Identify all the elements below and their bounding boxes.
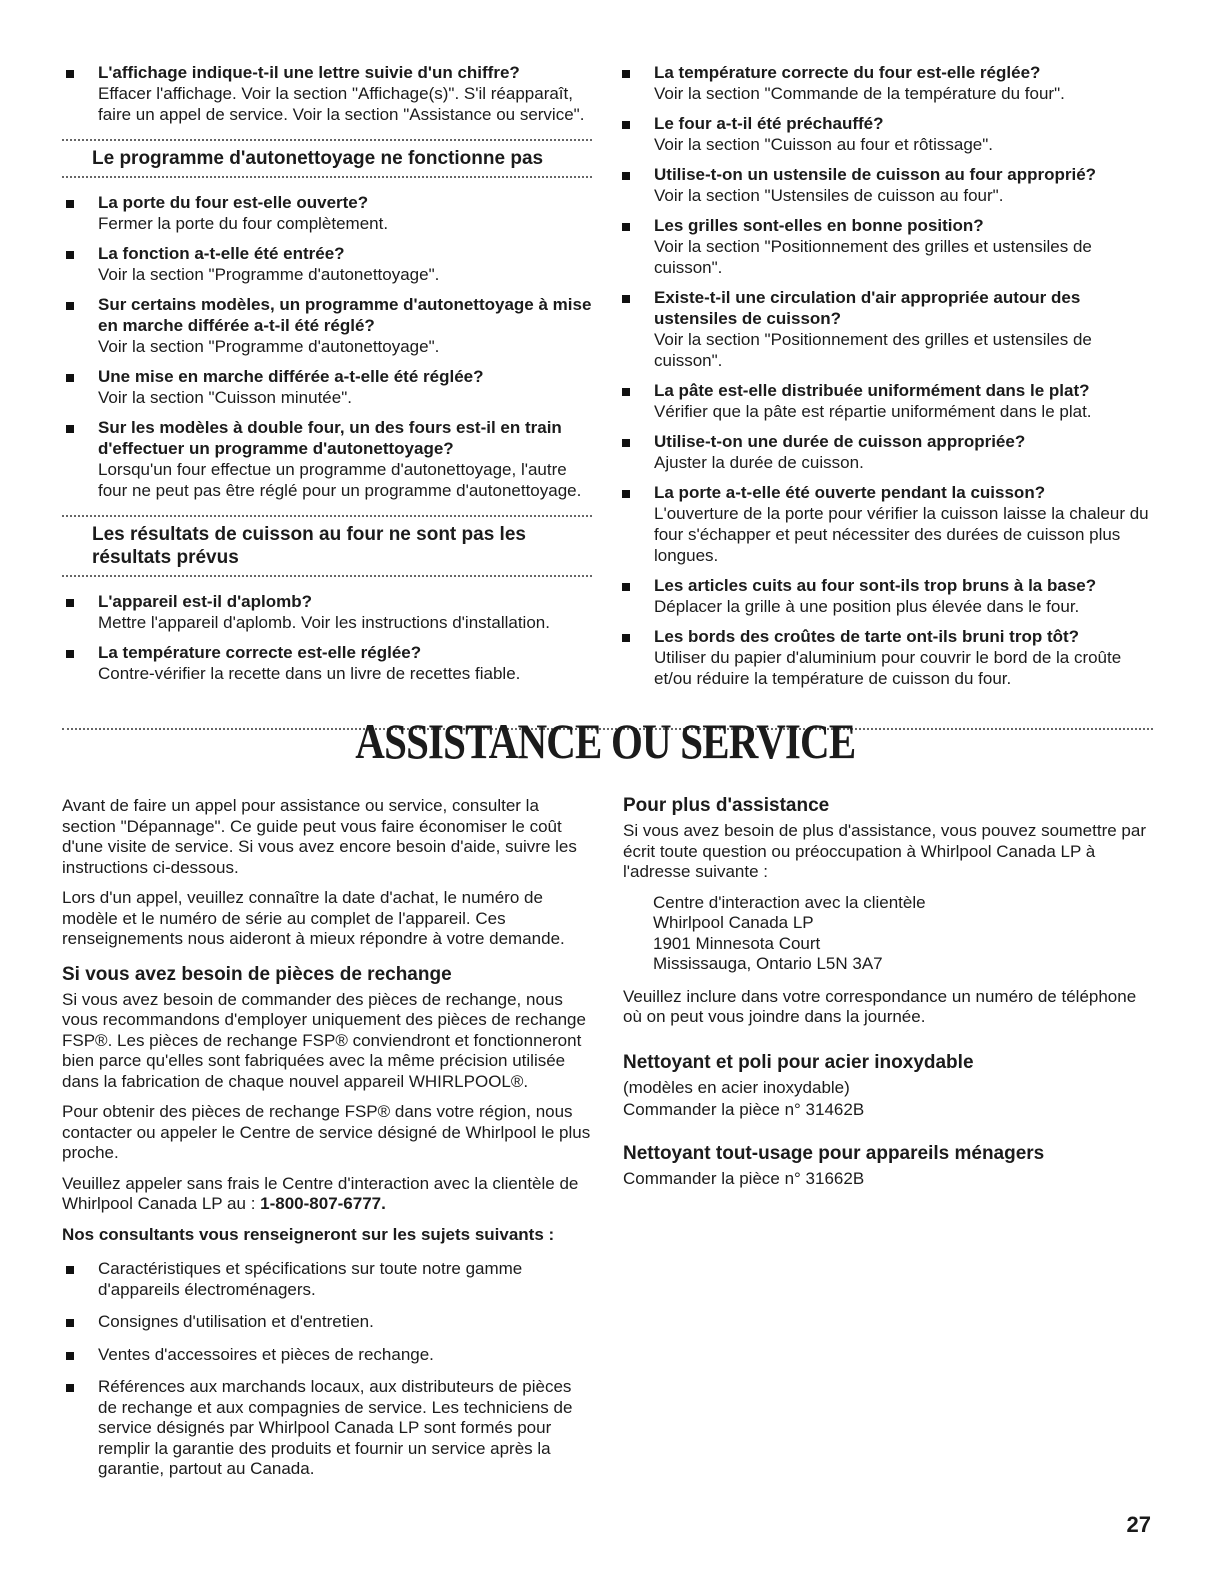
answer: Voir la section "Commande de la température du four". bbox=[654, 84, 1065, 103]
steel-cleaner-note: (modèles en acier inoxydable) bbox=[623, 1077, 850, 1097]
phone-number: 1-800-807-6777. bbox=[260, 1194, 386, 1213]
divider bbox=[62, 575, 592, 577]
list-item bbox=[62, 62, 592, 125]
answer: Contre-vérifier la recette dans un livre de recettes fiable. bbox=[98, 664, 521, 683]
list-item bbox=[62, 642, 592, 684]
address-line: Whirlpool Canada LP bbox=[653, 913, 814, 932]
list-item bbox=[618, 215, 1153, 278]
answer: Mettre l'appareil d'aplomb. Voir les instructions d'installation. bbox=[98, 613, 550, 632]
list-item: Références aux marchands locaux, aux distributeurs de pièces de rechange et aux compagnies de service. Les techniciens de service désignés par Whirlpool Canada LP sont formés pour remplir la garantie des produits et fournir un service après la garantie, partout au Canada. bbox=[62, 1377, 592, 1480]
list-item bbox=[618, 431, 1153, 473]
phone-paragraph bbox=[62, 1174, 592, 1215]
answer: Déplacer la grille à une position plus élevée dans le four. bbox=[654, 597, 1080, 616]
answer: Voir la section "Programme d'autonettoyage". bbox=[98, 337, 440, 356]
address-line: Mississauga, Ontario L5N 3A7 bbox=[653, 954, 883, 973]
question: La température correcte du four est-elle réglée? bbox=[654, 63, 1041, 82]
answer: Voir la section "Positionnement des grilles et ustensiles de cuisson". bbox=[654, 330, 1092, 370]
list-item bbox=[618, 164, 1153, 206]
answer: L'ouverture de la porte pour vérifier la cuisson laisse la chaleur du four s'échapper et peut nécessiter des durées de cuisson plus longues. bbox=[654, 504, 1149, 565]
question: La température correcte est-elle réglée? bbox=[98, 643, 422, 662]
question: Utilise-t-on un ustensile de cuisson au four approprié? bbox=[654, 165, 1097, 184]
answer: Utiliser du papier d'aluminium pour couvrir le bord de la croûte et/ou réduire la température de cuisson du four. bbox=[654, 648, 1122, 688]
answer: Vérifier que la pâte est répartie uniformément dans le plat. bbox=[654, 402, 1092, 421]
question: La porte du four est-elle ouverte? bbox=[98, 193, 369, 212]
list-item: Ventes d'accessoires et pièces de rechange. bbox=[62, 1345, 592, 1366]
section-title: Le programme d'autonettoyage ne fonctionne pas bbox=[92, 148, 544, 169]
answer: Ajuster la durée de cuisson. bbox=[654, 453, 864, 472]
more-assistance-title: Pour plus d'assistance bbox=[623, 795, 830, 816]
phone-note: Veuillez inclure dans votre correspondance un numéro de téléphone où on peut vous joindre dans la journée. bbox=[623, 986, 1137, 1026]
list-item bbox=[62, 294, 592, 357]
question: Existe-t-il une circulation d'air appropriée autour des ustensiles de cuisson? bbox=[654, 288, 1081, 328]
service-right-column bbox=[623, 790, 1153, 1199]
list-item bbox=[618, 626, 1153, 689]
list-item bbox=[62, 366, 592, 408]
service-left-column bbox=[62, 796, 592, 1492]
service-intro: Avant de faire un appel pour assistance ou service, consulter la section "Dépannage". Ce guide peut vous faire économiser le coût d'une visite de service. Si vous avez encore besoin d'aide, suivre les instructions ci-dessous. bbox=[62, 796, 577, 877]
list-item bbox=[62, 591, 592, 633]
question: Les bords des croûtes de tarte ont-ils bruni trop tôt? bbox=[654, 627, 1080, 646]
question: La pâte est-elle distribuée uniformément dans le plat? bbox=[654, 381, 1090, 400]
question: Les grilles sont-elles en bonne position? bbox=[654, 216, 984, 235]
top-left-column bbox=[62, 62, 592, 693]
answer: Fermer la porte du four complètement. bbox=[98, 214, 389, 233]
question: La porte a-t-elle été ouverte pendant la cuisson? bbox=[654, 483, 1046, 502]
address-line: 1901 Minnesota Court bbox=[653, 933, 821, 953]
question: L'affichage indique-t-il une lettre suivie d'un chiffre? bbox=[98, 63, 520, 82]
all-purpose-cleaner-title: Nettoyant tout-usage pour appareils ménagers bbox=[623, 1142, 1045, 1164]
question: Sur certains modèles, un programme d'autonettoyage à mise en marche différée a-t-il été réglé? bbox=[98, 295, 592, 335]
list-item bbox=[62, 192, 592, 234]
question: La fonction a-t-elle été entrée? bbox=[98, 244, 345, 263]
phone-text: Veuillez appeler sans frais le Centre d'interaction avec la clientèle de Whirlpool Canada LP au : bbox=[62, 1173, 579, 1213]
parts-paragraph-2: Pour obtenir des pièces de rechange FSP® dans votre région, nous contacter ou appeler le Centre de service désigné de Whirlpool le plus proche. bbox=[62, 1102, 591, 1162]
answer: Voir la section "Programme d'autonettoyage". bbox=[98, 265, 440, 284]
answer: Lorsqu'un four effectue un programme d'autonettoyage, l'autre four ne peut pas être réglé pour un programme d'autonettoyage. bbox=[98, 460, 582, 500]
steel-cleaner-part: Commander la pièce n° 31462B bbox=[623, 1100, 865, 1119]
address-line: Centre d'interaction avec la clientèle bbox=[653, 892, 926, 912]
top-right-column bbox=[618, 62, 1153, 698]
list-item bbox=[618, 380, 1153, 422]
question: Une mise en marche différée a-t-elle été réglée? bbox=[98, 367, 484, 386]
answer: Voir la section "Ustensiles de cuisson au four". bbox=[654, 186, 1004, 205]
list-item bbox=[618, 482, 1153, 566]
parts-paragraph-1: Si vous avez besoin de commander des pièces de rechange, nous vous recommandons d'employer uniquement des pièces de rechange FSP®. Les pièces de rechange FSP® conviendront et fonctionneront bien parce qu'elles sont fabriquées avec la même précision utilisée dans la fabrication de chaque nouvel appareil WHIRLPOOL®. bbox=[62, 989, 586, 1091]
list-item bbox=[618, 575, 1153, 617]
parts-title: Si vous avez besoin de pièces de rechange bbox=[62, 963, 452, 985]
list-item bbox=[618, 113, 1153, 155]
address-block bbox=[623, 893, 1153, 975]
question: Utilise-t-on une durée de cuisson appropriée? bbox=[654, 432, 1026, 451]
answer: Voir la section "Cuisson au four et rôtissage". bbox=[654, 135, 994, 154]
question: L'appareil est-il d'aplomb? bbox=[98, 592, 313, 611]
question: Sur les modèles à double four, un des fours est-il en train d'effectuer un programme d'autonettoyage? bbox=[98, 418, 562, 458]
section-title: Les résultats de cuisson au four ne sont pas les résultats prévus bbox=[92, 524, 526, 568]
steel-cleaner-title: Nettoyant et poli pour acier inoxydable bbox=[623, 1051, 974, 1073]
list-item bbox=[62, 243, 592, 285]
answer: Effacer l'affichage. Voir la section "Affichage(s)". S'il réapparaît, faire un appel de service. Voir la section "Assistance ou service". bbox=[98, 84, 585, 124]
all-purpose-cleaner-part: Commander la pièce n° 31662B bbox=[623, 1168, 865, 1188]
list-item bbox=[62, 417, 592, 501]
question: Les articles cuits au four sont-ils trop bruns à la base? bbox=[654, 576, 1097, 595]
answer: Voir la section "Cuisson minutée". bbox=[98, 388, 352, 407]
question: Le four a-t-il été préchauffé? bbox=[654, 114, 884, 133]
consult-title: Nos consultants vous renseigneront sur les sujets suivants : bbox=[62, 1224, 555, 1244]
list-item bbox=[618, 62, 1153, 104]
page-number: 27 bbox=[1126, 1512, 1151, 1537]
list-item bbox=[618, 287, 1153, 371]
service-heading: ASSISTANCE OU SERVICE bbox=[355, 713, 856, 769]
answer: Voir la section "Positionnement des grilles et ustensiles de cuisson". bbox=[654, 237, 1092, 277]
divider bbox=[62, 176, 592, 178]
list-item: Caractéristiques et spécifications sur toute notre gamme d'appareils électroménagers. bbox=[62, 1259, 592, 1300]
list-item: Consignes d'utilisation et d'entretien. bbox=[62, 1312, 592, 1333]
service-call-info: Lors d'un appel, veuillez connaître la date d'achat, le numéro de modèle et le numéro de série au complet de l'appareil. Ces renseignements nous aideront à mieux répondre à votre demande. bbox=[62, 888, 565, 948]
more-assistance-paragraph: Si vous avez besoin de plus d'assistance, vous pouvez soumettre par écrit toute question ou préoccupation à Whirlpool Canada LP à l'adresse suivante : bbox=[623, 821, 1146, 881]
